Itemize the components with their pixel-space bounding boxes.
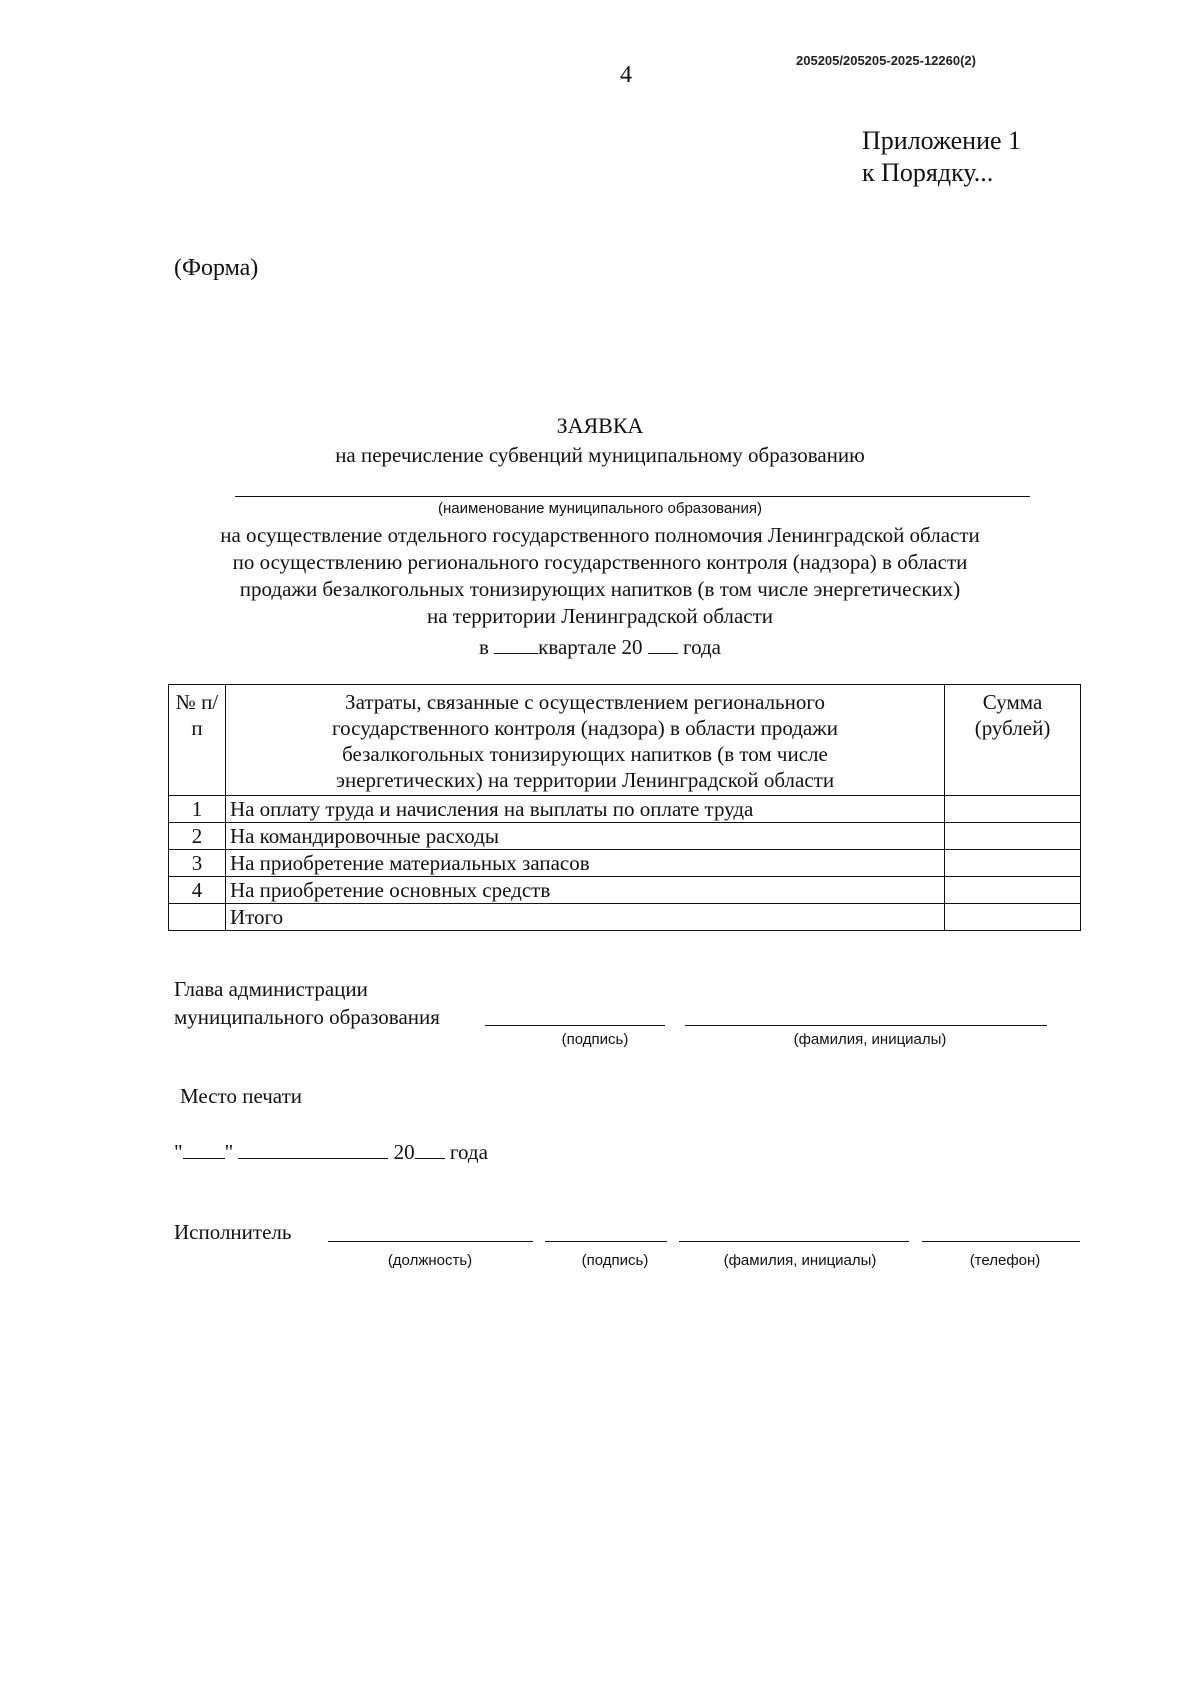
table-row (169, 796, 1081, 823)
date-quote-close: " (224, 1140, 234, 1164)
quarter-middle: квартале 20 (538, 635, 643, 659)
document-id: 205205/205205-2025-12260(2) (796, 53, 976, 68)
purpose-line: на территории Ленинградской области (426, 604, 774, 628)
date-year-prefix: 20 (393, 1140, 415, 1164)
row-sum (945, 796, 1081, 823)
head-signature-caption: (подпись) (561, 1031, 629, 1048)
row-sum (945, 850, 1081, 877)
row-number: 3 (169, 850, 226, 877)
executor-signature-caption: (подпись) (581, 1252, 649, 1269)
head-signature-block (174, 975, 440, 1031)
purpose-line: по осуществлению регионального государственного контроля (надзора) в области (232, 550, 968, 574)
appendix-line-2: к Порядку... (862, 158, 994, 187)
executor-label: Исполнитель (174, 1220, 292, 1244)
row-number: 2 (169, 823, 226, 850)
date-line (174, 1138, 488, 1165)
municipality-caption: (наименование муниципального образования) (438, 500, 762, 517)
executor-phone-line (922, 1241, 1080, 1242)
table-row (169, 877, 1081, 904)
quarter-prefix: в (478, 635, 489, 659)
appendix-line-1: Приложение 1 (862, 126, 1022, 155)
purpose-line: на осуществление отдельного государственного полномочия Ленинградской области (220, 523, 980, 547)
row-number: 1 (169, 796, 226, 823)
purpose-text (0, 522, 1200, 630)
executor-position-line (328, 1241, 533, 1242)
table-header-row (169, 685, 1081, 796)
document-title: ЗАЯВКА (556, 413, 644, 438)
page-number: 4 (620, 62, 632, 88)
date-year-field (415, 1138, 445, 1159)
document-subtitle: на перечисление субвенций муниципальному образованию (335, 443, 865, 467)
row-label: Итого (225, 904, 944, 931)
row-label: На оплату труда и начисления на выплаты по оплате труда (225, 796, 944, 823)
row-number (169, 904, 226, 931)
quarter-year-field (648, 633, 678, 654)
head-name-caption: (фамилия, инициалы) (793, 1031, 947, 1048)
table-row (169, 850, 1081, 877)
row-label: На командировочные расходы (225, 823, 944, 850)
executor-position-caption: (должность) (387, 1252, 473, 1269)
row-sum (945, 904, 1081, 931)
row-label: На приобретение основных средств (225, 877, 944, 904)
date-year-suffix: года (449, 1140, 488, 1164)
executor-name-line (679, 1241, 909, 1242)
row-number: 4 (169, 877, 226, 904)
header-costs: Затраты, связанные с осуществлением регионального государственного контроля (надзора) в области продажи безалкогольных тонизирующих напитков (в том числе энергетических) на территории Ленинградской области (225, 685, 944, 796)
costs-table (168, 684, 1081, 931)
quarter-number-field (494, 633, 538, 654)
head-title-line-1: Глава администрации (174, 977, 368, 1001)
table-total-row (169, 904, 1081, 931)
row-sum (945, 877, 1081, 904)
quarter-line (0, 633, 1200, 660)
purpose-line: продажи безалкогольных тонизирующих напитков (в том числе энергетических) (239, 577, 961, 601)
executor-name-caption: (фамилия, инициалы) (723, 1252, 877, 1269)
appendix-reference (862, 125, 1021, 189)
row-label: На приобретение материальных запасов (225, 850, 944, 877)
quarter-suffix: года (683, 635, 722, 659)
head-title-line-2: муниципального образования (174, 1005, 440, 1029)
header-sum: Сумма (рублей) (945, 685, 1081, 796)
date-month-field (238, 1138, 388, 1159)
date-day-field (183, 1138, 225, 1159)
head-name-line (685, 1025, 1047, 1026)
head-signature-line (485, 1025, 665, 1026)
executor-phone-caption: (телефон) (969, 1252, 1041, 1269)
municipality-name-line (235, 496, 1030, 497)
table-row (169, 823, 1081, 850)
date-quote-open: " (174, 1140, 183, 1164)
seal-place: Место печати (180, 1084, 303, 1108)
row-sum (945, 823, 1081, 850)
form-label: (Форма) (174, 255, 259, 281)
header-number: № п/п (169, 685, 226, 796)
executor-signature-line (545, 1241, 667, 1242)
